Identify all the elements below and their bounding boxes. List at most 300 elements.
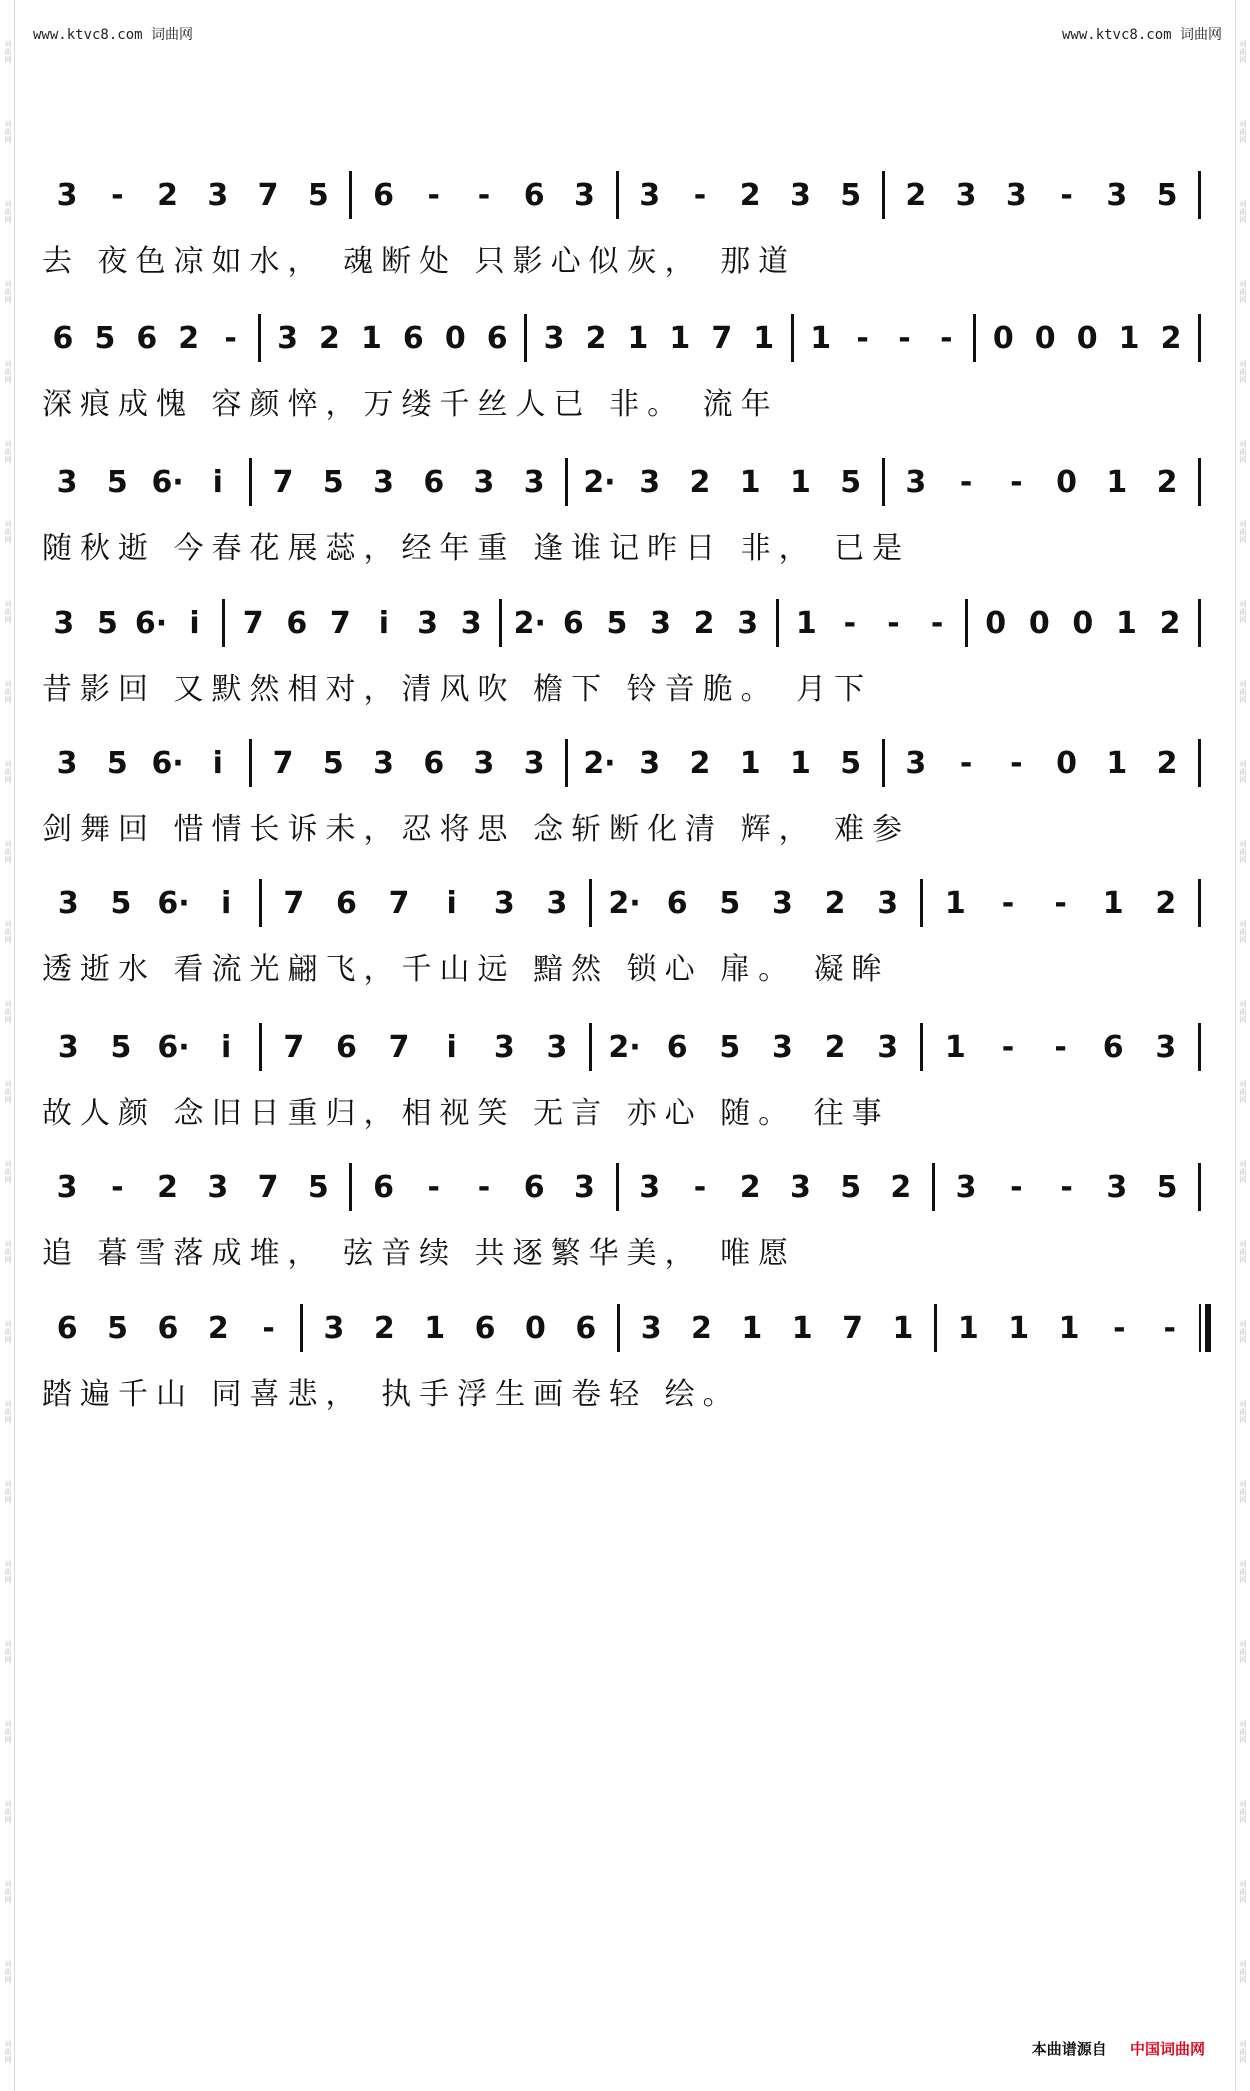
- note: 2: [890, 1169, 912, 1205]
- note: 3: [460, 605, 482, 641]
- bar-line: [616, 1163, 619, 1211]
- note: 6: [523, 177, 545, 213]
- side-watermark: 词曲网: [1239, 2040, 1247, 2064]
- note: 6: [666, 885, 688, 921]
- note: 3: [772, 885, 793, 921]
- lyric-row: 昔影回 又默然相对，清风吹 檐下 铃音脆。 月下: [42, 672, 873, 707]
- note: -: [477, 1169, 491, 1205]
- lyric-row: 随秋逝 今春花展蕊，经年重 逢谁记昨日 非， 已是: [42, 531, 911, 566]
- note: 6: [402, 320, 424, 356]
- note: 3: [1155, 1029, 1177, 1065]
- note: 2: [585, 320, 607, 356]
- note: 2: [1156, 745, 1178, 781]
- note: 3: [737, 605, 759, 641]
- note: 2: [319, 320, 340, 356]
- note: 3: [789, 177, 811, 213]
- note: 0: [524, 1310, 546, 1346]
- note: 3: [546, 885, 568, 921]
- note: 2: [905, 177, 927, 213]
- note: i: [189, 605, 200, 641]
- note: 6: [474, 1310, 496, 1346]
- note: 3: [53, 605, 75, 641]
- note: 1: [944, 885, 966, 921]
- note: 3: [639, 177, 661, 213]
- bar-line: [499, 599, 502, 647]
- note: 3: [1005, 177, 1027, 213]
- note: 5: [106, 464, 128, 500]
- note: -: [1001, 885, 1015, 921]
- note: 3: [955, 1169, 977, 1205]
- bar-line: [920, 879, 923, 927]
- final-bar-line: [1199, 1304, 1207, 1352]
- note: -: [693, 1169, 707, 1205]
- note-row: [42, 868, 1207, 938]
- note: 3: [277, 320, 298, 356]
- note: 3: [877, 885, 899, 921]
- lyric-row: 深痕成愧 容颜悴，万缕千丝人已 非。 流年: [42, 387, 779, 422]
- note: 5: [840, 177, 862, 213]
- lyric-row: 透逝水 看流光翩飞，千山远 黯然 锁心 扉。 凝眸: [42, 952, 890, 987]
- bar-line: [1198, 739, 1201, 787]
- note: 6: [136, 320, 158, 356]
- note: 1: [627, 320, 649, 356]
- side-watermark: 词曲网: [1239, 1400, 1247, 1424]
- bar-line: [300, 1304, 303, 1352]
- side-watermark: 词曲网: [1239, 680, 1247, 704]
- note: -: [1060, 1169, 1073, 1205]
- side-watermark: 词曲网: [4, 680, 12, 704]
- note-row: [42, 303, 1207, 373]
- side-watermark: 词曲网: [1239, 1560, 1247, 1584]
- footer-credit: [1032, 2038, 1205, 2059]
- note: 1: [944, 1029, 966, 1065]
- note: 3: [493, 1029, 515, 1065]
- note: 6·: [157, 1029, 190, 1065]
- note: -: [693, 177, 707, 213]
- note: 6: [157, 1310, 179, 1346]
- note: 7: [388, 1029, 410, 1065]
- score-line: [42, 447, 1207, 573]
- note: 3: [56, 464, 78, 500]
- note: 6: [1102, 1029, 1124, 1065]
- side-watermark: 词曲网: [4, 1560, 12, 1584]
- note: -: [887, 605, 900, 641]
- note: 7: [257, 177, 279, 213]
- note: -: [959, 745, 973, 781]
- note: 0: [992, 320, 1014, 356]
- note: 1: [1008, 1310, 1030, 1346]
- side-watermark: 词曲网: [4, 1960, 12, 1984]
- side-watermark: 词曲网: [1239, 1720, 1247, 1744]
- note: -: [1163, 1310, 1176, 1346]
- note: 3: [473, 464, 495, 500]
- note: 2: [373, 1310, 395, 1346]
- note: 3: [1106, 1169, 1128, 1205]
- note: -: [262, 1310, 275, 1346]
- note: -: [111, 177, 124, 213]
- note: 7: [842, 1310, 863, 1346]
- note: 0: [1034, 320, 1056, 356]
- side-watermark: 词曲网: [1239, 1160, 1247, 1184]
- note: 5: [719, 885, 741, 921]
- side-watermark: 词曲网: [1239, 40, 1247, 64]
- score-line: [42, 303, 1207, 429]
- bar-line: [249, 458, 252, 506]
- note: 5: [110, 1029, 132, 1065]
- note: -: [1001, 1029, 1015, 1065]
- side-watermark: 词曲网: [4, 120, 12, 144]
- note: 3: [639, 745, 661, 781]
- left-margin-strip: [0, 0, 15, 2091]
- note: 6: [666, 1029, 688, 1065]
- bar-line: [259, 1023, 262, 1071]
- note: 7: [283, 885, 305, 921]
- bar-line: [222, 599, 225, 647]
- note: 2: [689, 745, 711, 781]
- lyric-row: 故人颜 念旧日重归，相视笑 无言 亦心 随。 往事: [42, 1096, 890, 1131]
- note: 6·: [151, 745, 184, 781]
- bar-line: [349, 1163, 352, 1211]
- note: 5: [106, 745, 128, 781]
- note: -: [111, 1169, 124, 1205]
- side-watermark: 词曲网: [4, 1240, 12, 1264]
- bar-line: [973, 314, 976, 362]
- score-line: [42, 588, 1207, 714]
- side-watermark: 词曲网: [1239, 1080, 1247, 1104]
- note: -: [1010, 464, 1023, 500]
- bar-line: [1198, 171, 1201, 219]
- bar-line: [565, 739, 568, 787]
- note: -: [940, 320, 953, 356]
- note: 1: [789, 745, 811, 781]
- note: 5: [1156, 177, 1178, 213]
- bar-line: [1198, 458, 1201, 506]
- note: 3: [772, 1029, 793, 1065]
- note: 1: [957, 1310, 979, 1346]
- note: 6: [562, 605, 584, 641]
- note: 2: [207, 1310, 229, 1346]
- note: 6: [52, 320, 74, 356]
- note: 5: [840, 464, 862, 500]
- bar-line: [1198, 599, 1201, 647]
- note: 2: [157, 177, 179, 213]
- note-row: [42, 160, 1207, 230]
- side-watermark: 词曲网: [1239, 120, 1247, 144]
- note: 1: [739, 464, 761, 500]
- note: 6: [373, 1169, 394, 1205]
- side-watermark: 词曲网: [4, 1800, 12, 1824]
- note: 5: [96, 605, 118, 641]
- note: 7: [272, 745, 294, 781]
- bar-line: [1198, 1163, 1201, 1211]
- side-watermark: 词曲网: [1239, 600, 1247, 624]
- note: 5: [840, 1169, 862, 1205]
- bar-line: [965, 599, 968, 647]
- note-row: [42, 1293, 1207, 1363]
- side-watermark: 词曲网: [1239, 1960, 1247, 1984]
- note: 3: [1106, 177, 1128, 213]
- note: 1: [1058, 1310, 1080, 1346]
- side-watermark: 词曲网: [4, 1000, 12, 1024]
- note: -: [1060, 177, 1073, 213]
- side-watermark: 词曲网: [4, 520, 12, 544]
- note: -: [959, 464, 973, 500]
- note: 6·: [151, 464, 184, 500]
- bar-line: [791, 314, 794, 362]
- note: 2: [739, 1169, 761, 1205]
- note: 7: [242, 605, 264, 641]
- note: 0: [1056, 745, 1077, 781]
- side-watermark: 词曲网: [4, 1480, 12, 1504]
- note: -: [930, 605, 944, 641]
- note: -: [1010, 1169, 1023, 1205]
- note: -: [427, 177, 440, 213]
- note: 3: [650, 605, 671, 641]
- side-watermark: 词曲网: [1239, 280, 1247, 304]
- note: 7: [257, 1169, 279, 1205]
- note: -: [1113, 1310, 1126, 1346]
- side-watermark: 词曲网: [4, 600, 12, 624]
- note: 3: [546, 1029, 568, 1065]
- note: 7: [329, 605, 351, 641]
- note: 6: [373, 177, 394, 213]
- note: 3: [417, 605, 438, 641]
- note: 3: [523, 745, 545, 781]
- note: 3: [574, 1169, 595, 1205]
- side-watermark: 词曲网: [4, 1400, 12, 1424]
- bar-line: [616, 171, 619, 219]
- side-watermark: 词曲网: [4, 1320, 12, 1344]
- note: 2·: [608, 1029, 641, 1065]
- right-margin-strip: [1235, 0, 1250, 2091]
- side-watermark: 词曲网: [4, 280, 12, 304]
- note: 7: [711, 320, 733, 356]
- side-watermark: 词曲网: [4, 920, 12, 944]
- note: i: [212, 464, 223, 500]
- side-watermark: 词曲网: [4, 360, 12, 384]
- side-watermark: 词曲网: [1239, 840, 1247, 864]
- note: i: [446, 1029, 457, 1065]
- note: 3: [574, 177, 595, 213]
- note: 2: [1156, 464, 1178, 500]
- note: 1: [753, 320, 775, 356]
- side-watermark: 词曲网: [1239, 1640, 1247, 1664]
- note: 3: [639, 464, 661, 500]
- note: i: [221, 1029, 232, 1065]
- note: 1: [669, 320, 691, 356]
- note: 2: [178, 320, 200, 356]
- lyric-row: 追 暮雪落成堆， 弦音续 共逐繁华美， 唯愿: [42, 1236, 797, 1271]
- side-watermark: 词曲网: [4, 1640, 12, 1664]
- footer-site-name[interactable]: 中国词曲网: [1129, 2040, 1205, 2058]
- note: 3: [523, 464, 545, 500]
- side-watermark: 词曲网: [1239, 1240, 1247, 1264]
- side-watermark: 词曲网: [4, 1880, 12, 1904]
- side-watermark: 词曲网: [4, 200, 12, 224]
- note: 5: [322, 745, 344, 781]
- note: 2: [739, 177, 761, 213]
- note: 2: [691, 1310, 712, 1346]
- note: 1: [795, 605, 817, 641]
- note: 6: [523, 1169, 545, 1205]
- note: 6: [336, 885, 357, 921]
- side-watermark: 词曲网: [1239, 1320, 1247, 1344]
- note: 1: [741, 1310, 763, 1346]
- note: 6: [575, 1310, 597, 1346]
- bar-line: [920, 1023, 923, 1071]
- note: i: [446, 885, 457, 921]
- bar-line: [565, 458, 568, 506]
- bar-line: [258, 314, 261, 362]
- note: 3: [877, 1029, 899, 1065]
- note: -: [477, 177, 491, 213]
- note: 5: [94, 320, 116, 356]
- bar-line: [932, 1163, 935, 1211]
- note: 0: [1028, 605, 1050, 641]
- note: 1: [810, 320, 832, 356]
- bar-line: [1198, 1023, 1201, 1071]
- note: i: [212, 745, 223, 781]
- note: -: [427, 1169, 440, 1205]
- note: 2: [1160, 320, 1182, 356]
- note: 5: [107, 1310, 128, 1346]
- note: 3: [640, 1310, 662, 1346]
- bar-line: [882, 458, 885, 506]
- side-watermark: 词曲网: [4, 1160, 12, 1184]
- note: -: [1054, 885, 1067, 921]
- score-line: [42, 1293, 1207, 1419]
- note-row: [42, 447, 1207, 517]
- note: 5: [110, 885, 132, 921]
- note: 6·: [157, 885, 190, 921]
- note-row: [42, 1012, 1207, 1082]
- side-watermark: 词曲网: [1239, 520, 1247, 544]
- side-watermark: 词曲网: [4, 760, 12, 784]
- side-watermark: 词曲网: [1239, 440, 1247, 464]
- note: 2: [157, 1169, 179, 1205]
- note: 1: [1106, 464, 1128, 500]
- note: 3: [905, 464, 927, 500]
- note: 3: [789, 1169, 811, 1205]
- note: 2: [689, 464, 711, 500]
- score-line: [42, 160, 1207, 286]
- score-line: [42, 868, 1207, 994]
- note: 3: [493, 885, 515, 921]
- bar-line: [934, 1304, 937, 1352]
- note: 1: [1116, 605, 1137, 641]
- side-watermark: 词曲网: [1239, 760, 1247, 784]
- note: 3: [473, 745, 495, 781]
- note: 3: [56, 177, 78, 213]
- header-site-right: www.ktvc8.com 词曲网: [1061, 27, 1222, 43]
- side-watermark: 词曲网: [1239, 920, 1247, 944]
- note: 3: [56, 745, 78, 781]
- lyric-row: 去 夜色凉如水， 魂断处 只影心似灰， 那道: [42, 244, 797, 279]
- note: 1: [360, 320, 382, 356]
- note: 0: [1076, 320, 1098, 356]
- note: 3: [207, 177, 229, 213]
- note: 3: [57, 1029, 79, 1065]
- note: -: [856, 320, 869, 356]
- note: 0: [1072, 605, 1094, 641]
- bar-line: [776, 599, 779, 647]
- note: -: [843, 605, 857, 641]
- note: 1: [739, 745, 761, 781]
- note: 3: [373, 745, 394, 781]
- side-watermark: 词曲网: [4, 40, 12, 64]
- note: 3: [373, 464, 394, 500]
- side-watermark: 词曲网: [1239, 1880, 1247, 1904]
- note: 5: [1156, 1169, 1178, 1205]
- note: 5: [322, 464, 344, 500]
- note: 6: [423, 464, 445, 500]
- side-watermark: 词曲网: [1239, 1000, 1247, 1024]
- note: 0: [985, 605, 1007, 641]
- note: 7: [272, 464, 294, 500]
- note: 5: [307, 177, 329, 213]
- note: 6·: [134, 605, 168, 641]
- note: 3: [323, 1310, 345, 1346]
- note: 5: [606, 605, 628, 641]
- bar-line: [882, 171, 885, 219]
- note-row: [42, 728, 1207, 798]
- note: 7: [283, 1029, 305, 1065]
- note: 1: [1102, 885, 1124, 921]
- note: 2: [824, 1029, 846, 1065]
- note: 6: [486, 320, 508, 356]
- side-watermark: 词曲网: [4, 2040, 12, 2064]
- note-row: [42, 1152, 1207, 1222]
- note: 6: [286, 605, 308, 641]
- bar-line: [249, 739, 252, 787]
- side-watermark: 词曲网: [1239, 1800, 1247, 1824]
- note: 1: [1118, 320, 1140, 356]
- side-watermark: 词曲网: [4, 1080, 12, 1104]
- bar-line: [589, 879, 592, 927]
- lyric-row: 剑舞回 惜情长诉未，忍将思 念斩断化清 辉， 难参: [42, 812, 911, 847]
- note: 6: [336, 1029, 357, 1065]
- side-watermark: 词曲网: [1239, 1480, 1247, 1504]
- note: 3: [905, 745, 927, 781]
- note: 2: [693, 605, 715, 641]
- note: 5: [840, 745, 862, 781]
- note: i: [378, 605, 390, 641]
- note: 3: [56, 1169, 78, 1205]
- side-watermark: 词曲网: [1239, 200, 1247, 224]
- note: -: [1010, 745, 1023, 781]
- note: 2: [1155, 885, 1177, 921]
- bar-line: [589, 1023, 592, 1071]
- score-line: [42, 1012, 1207, 1138]
- note: i: [221, 885, 232, 921]
- side-watermark: 词曲网: [1239, 360, 1247, 384]
- note: -: [224, 320, 237, 356]
- note: 1: [892, 1310, 914, 1346]
- side-watermark: 词曲网: [4, 440, 12, 464]
- bar-line: [524, 314, 527, 362]
- footer-source-label: 本曲谱源自: [1031, 2040, 1107, 2058]
- note: 6: [423, 745, 445, 781]
- note: 5: [307, 1169, 329, 1205]
- note: 6: [56, 1310, 78, 1346]
- note: 0: [1056, 464, 1077, 500]
- side-watermark: 词曲网: [4, 840, 12, 864]
- score-line: [42, 1152, 1207, 1278]
- note: 1: [791, 1310, 813, 1346]
- side-watermark: 词曲网: [4, 1720, 12, 1744]
- note: 2: [1159, 605, 1181, 641]
- bar-line: [1198, 314, 1201, 362]
